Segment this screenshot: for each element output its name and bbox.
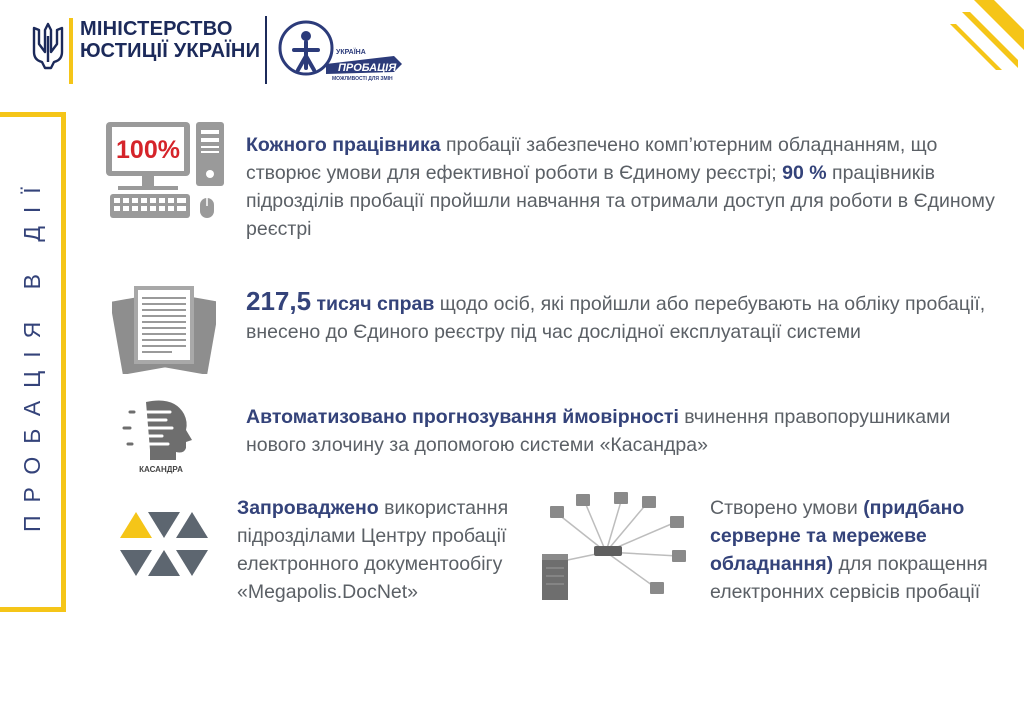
coat-of-arms-icon [30,22,66,70]
item-3-bold: Автоматизовано прогнозування ймовірності [246,406,679,428]
probation-logo-top: УКРАЇНА [336,49,366,56]
item-1-bold-2: 90 % [782,162,827,184]
kasandra-logo [122,396,200,474]
item-2-bold: тисяч справ [311,293,435,315]
computer-screen-text: 100% [116,136,180,164]
item-docnet [237,494,527,606]
side-label [0,112,66,612]
ministry-line-2: ЮСТИЦІЇ УКРАЇНИ [80,40,261,62]
item-1-bold-1: Кожного працівника [246,134,441,156]
item-4-text: використання підрозділами Центру пробації електронного документообігу «Megapolis.DocNet» [237,497,509,603]
item-cases-registered [246,287,1006,346]
item-kasandra [246,403,1006,459]
item-2-text: щодо осіб, які пройшли або перебувають на обліку пробації, внесено до Єдиного реєстру під час дослідної експлуатації системи [246,293,986,343]
item-5-bold: (придбано серверне та мережеве обладнання) [710,497,965,575]
computer-icon [104,118,232,222]
item-1-text-2: працівників підрозділів пробації пройшли навчання та отримали доступ для роботи в Єдиному реєстрі [246,162,995,240]
item-5-text-2: для покращення електронних сервісів пробації [710,553,988,603]
item-3-text: вчинення правопорушниками нового злочину за допомогою системи «Касандра» [246,406,951,456]
probation-logo-sub: МОЖЛИВОСТІ ДЛЯ ЗМІН [332,76,393,82]
ministry-name [80,18,260,62]
documents-icon [112,282,216,374]
network-icon [528,492,692,612]
megapolis-logo [116,508,212,586]
kasandra-caption: КАСАНДРА [139,465,183,474]
item-2-number: 217,5 [246,286,312,316]
item-1-text-1: пробації забезпечено комп’ютерним обладнанням, що створює умови для ефективної роботи в Єдиному реєстрі; [246,134,938,184]
ministry-line-1: МІНІСТЕРСТВО [80,18,233,40]
probation-logo [276,16,406,82]
item-computer-equipment [246,131,1006,243]
header-divider [265,16,267,84]
corner-stripes-decoration [934,0,1024,70]
item-server-equipment [710,494,1000,606]
logo-accent-bar [69,18,73,84]
item-4-bold: Запроваджено [237,497,379,519]
side-label-text: ПРОБАЦІЯ В ДІЇ [19,174,45,532]
probation-logo-main: ПРОБАЦІЯ [338,62,397,74]
item-5-text-1: Створено умови [710,497,864,519]
